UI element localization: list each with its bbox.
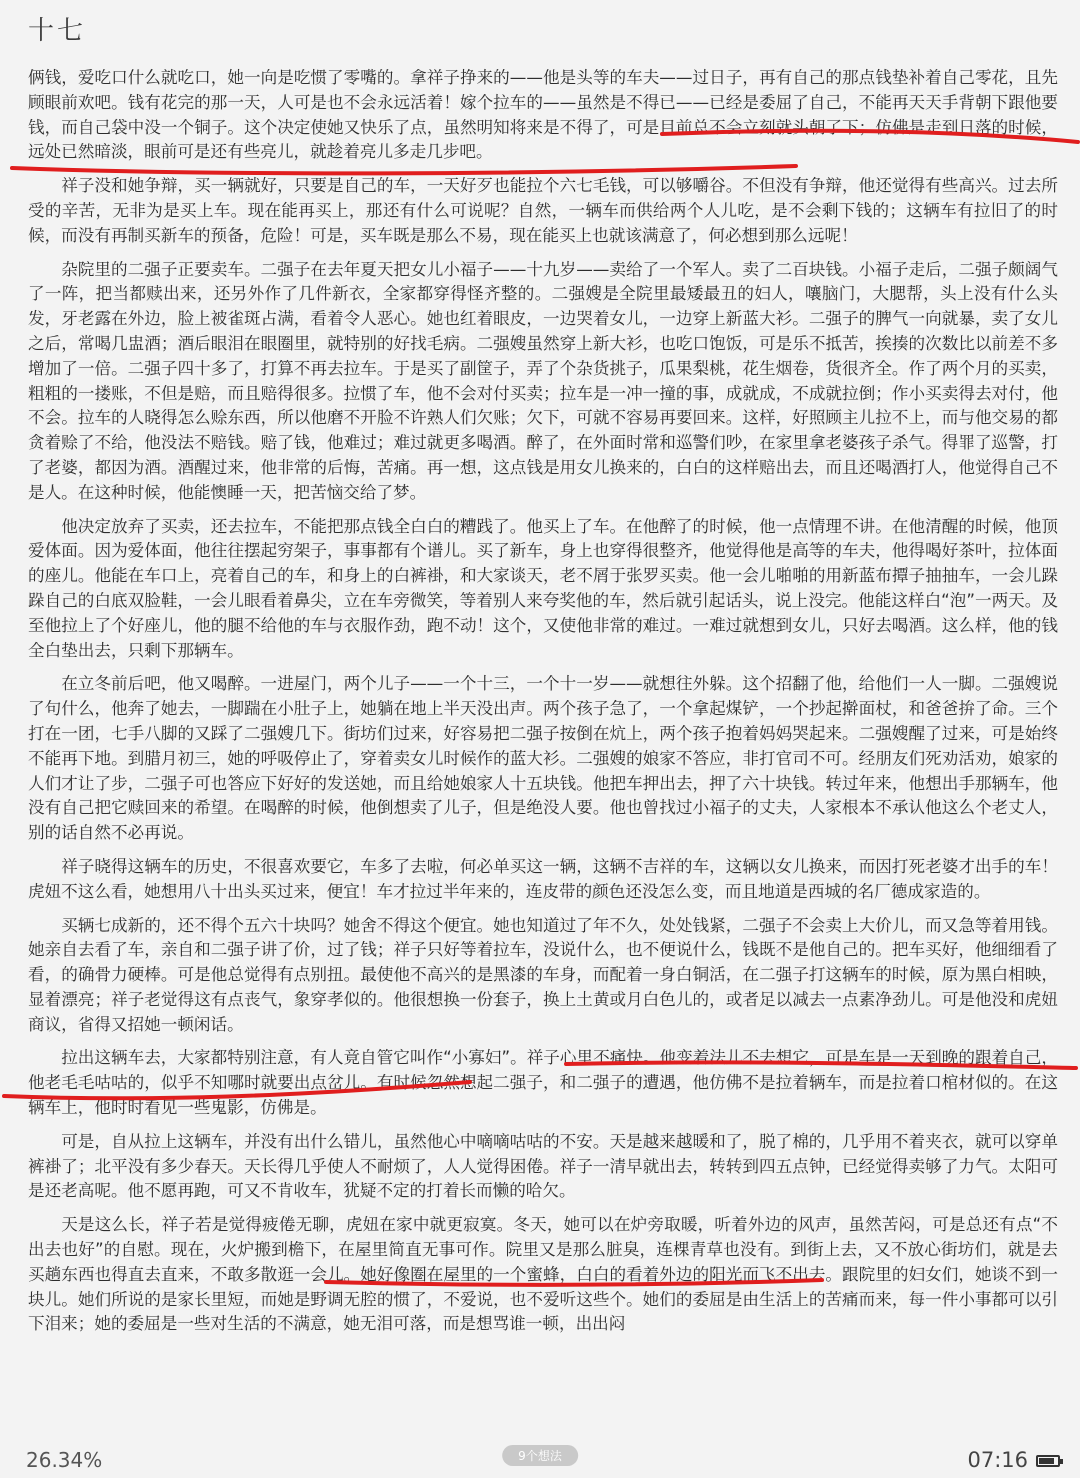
paragraph[interactable]: 买辆七成新的，还不得个五六十块吗？她舍不得这个便宜。她也知道过了年不久，处处钱紧，二强子不会卖上大价儿，而又急等着用钱。她亲自去看了车，亲自和二强子讲了价，过了钱；祥子只好等着拉车，没说什么，也不便说什么，钱既不是他自己的。把车买好，他细细看了看，的确骨力硬棒。可是他总觉得有点别扭。最使他不高兴的是黑漆的车身，而配着一身白铜活，在二强子打这辆车的时候，原为黑白相映，显着漂亮；祥子老觉得这有点丧气，象穿孝似的。他很想换一份套子，换上土黄或月白色儿的，或者足以减去一点素净劲儿。可是他没和虎妞商议，省得又招她一顿闲话。 — [28, 915, 1058, 1034]
paragraph[interactable]: 拉出这辆车去，大家都特别注意，有人竟自管它叫作“小寡妇”。祥子心里不痛快。他变着法儿不去想它，可是车是一天到晚的跟着自己，他老毛毛咕咕的，似乎不知哪时就要出点岔儿。有时候忽然想起二强子，和二强子的遭遇，他仿佛不是拉着辆车，而是拉着口棺材似的。在这辆车上，他时时看见一些鬼影，仿佛是。 — [28, 1048, 1058, 1118]
paragraph[interactable]: 天是这么长，祥子若是觉得疲倦无聊，虎妞在家中就更寂寞。冬天，她可以在炉旁取暖，听着外边的风声，虽然苦闷，可是总还有点“不出去也好”的自慰。现在，火炉搬到檐下，在屋里简直无事可作。院里又是那么脏臭，连棵青草也没有。到街上去，又不放心街坊们，就是去买趟东西也得直去直来，不敢多散逛一会儿。她好像圈在屋里的一个蜜蜂，白白的看着外边的阳光而飞不出去。跟院里的妇女们，她谈不到一块儿。她们所说的是家长里短，而她是野调无腔的惯了，不爱说，也不爱听这些个。她们的委屈是由生活上的苦痛而来，每一件小事都可以引下泪来；她的委屈是一些对生活的不满意，她无泪可落，而是想骂谁一顿，出出闷 — [28, 1215, 1058, 1334]
paragraph[interactable]: 祥子没和她争辩，买一辆就好，只要是自己的车，一天好歹也能拉个六七毛钱，可以够嚼谷。不但没有争辩，他还觉得有些高兴。过去所受的辛苦，无非为是买上车。现在能再买上，那还有什么可说呢？自然，一辆车而供给两个人儿吃，是不会剩下钱的；这辆车有拉旧了的时候，而没有再制买新车的预备，危险！可是，买车既是那么不易，现在能买上也就该满意了，何必想到那么远呢！ — [28, 176, 1058, 245]
paragraph[interactable]: 祥子晓得这辆车的历史，不很喜欢要它，车多了去啦，何必单买这一辆，这辆不吉祥的车，这辆以女儿换来，而因打死老婆才出手的车！虎妞不这么看，她想用八十出头买过来，便宜！车才拉过半年来的，连皮带的颜色还没怎么变，而且地道是西城的名厂德成家造的。 — [28, 856, 1058, 901]
paragraph[interactable]: 在立冬前后吧，他又喝醉。一进屋门，两个儿子——一个十三，一个十一岁——就想往外躲。这个招翻了他，给他们一人一脚。二强嫂说了句什么，他奔了她去，一脚踹在小肚子上，她躺在地上半天没出声。两个孩子急了，一个拿起煤铲，一个抄起擀面杖，和爸爸拚了命。三个打在一团，七手八脚的又踩了二强嫂几下。街坊们过来，好容易把二强子按倒在炕上，两个孩子抱着妈妈哭起来。二强嫂醒了过来，可是始终不能再下地。到腊月初三，她的呼吸停止了，穿着卖女儿时候作的蓝大衫。二强嫂的娘家不答应，非打官司不可。经朋友们死劝活劝，娘家的人们才让了步，二强子可也答应下好好的发送她，而且给她娘家人十五块钱。他把车押出去，押了六十块钱。转过年来，他想出手那辆车，他没有自己把它赎回来的希望。在喝醉的时候，他倒想卖了儿子，但是绝没人要。他也曾找过小福子的丈夫，人家根本不承认他这么个老丈人，别的话自然不必再说。 — [28, 674, 1058, 843]
chapter-title: 十七 — [28, 16, 87, 46]
paragraph[interactable]: 杂院里的二强子正要卖车。二强子在去年夏天把女儿小福子——十九岁——卖给了一个军人。卖了二百块钱。小福子走后，二强子颇阔气了一阵，把当都赎出来，还另外作了几件新衣，全家都穿得怪齐整的。二强嫂是全院里最矮最丑的妇人，嚷脑门，大腮帮，头上没有什么头发，牙老露在外边，脸上被雀斑占满，看着令人恶心。她也红着眼皮，一边哭着女儿，一边穿上新蓝大衫。二强子的脾气一向就暴，卖了女儿之后，常喝几盅酒；酒后眼泪在眼圈里，就特别的好找毛病。二强嫂虽然穿上新大衫，也吃口饱饭，可是乐不抵苦，挨揍的次数比以前差不多增加了一倍。二强子四十多了，打算不再去拉车。于是买了副筐子，弄了个杂货挑子，瓜果梨桃，花生烟卷，货很齐全。作了两个月的买卖，粗粗的一搂账，不但是赔，而且赔得很多。拉惯了车，他不会对付买卖；拉车是一冲一撞的事，成就成，不成就拉倒；作小买卖得去对付，他不会。拉车的人晓得怎么赊东西，所以他磨不开脸不许熟人们欠账；欠下，可就不容易再要回来。这样，好照顾主儿拉不上，而与他交易的都贪着赊了不给，他没法不赔钱。赔了钱，他难过；难过就更多喝酒。醉了，在外面时常和巡警们吵，在家里拿老婆孩子杀气。得罪了巡警，打了老婆，都因为酒。酒醒过来，他非常的后悔，苦痛。再一想，这点钱是用女儿换来的，白白的这样赔出去，而且还喝酒打人，他觉得自己不是人。在这种时候，他能懊睡一天，把苦恼交给了梦。 — [28, 259, 1058, 502]
battery-icon — [1036, 1455, 1060, 1467]
clock: 07:16 — [967, 1448, 1028, 1472]
battery-level — [1039, 1458, 1054, 1464]
ideas-button[interactable]: 9个想法 — [502, 1445, 578, 1466]
reading-progress: 26.34% — [26, 1448, 103, 1472]
page-content[interactable] — [28, 66, 1058, 1346]
paragraph[interactable]: 俩钱，爱吃口什么就吃口，她一向是吃惯了零嘴的。拿祥子挣来的——他是头等的车夫——过日子，再有自己的那点钱垫补着自己零花，且先顾眼前欢吧。钱有花完的那一天，人可是也不会永远活着！嫁个拉车的——虽然是不得已——已经是委屈了自己，不能再天天手背朝下跟他要钱，而自己袋中没一个铜子。这个决定使她又快乐了点，虽然明知将来是不得了，可是目前总不会立刻就头朝了下；仿佛是走到日落的时候，远处已然暗淡，眼前可是还有些亮儿，就趁着亮儿多走几步吧。 — [28, 68, 1058, 162]
paragraph[interactable]: 可是，自从拉上这辆车，并没有出什么错儿，虽然他心中嘀嘀咕咕的不安。天是越来越暖和了，脱了棉的，几乎用不着夹衣，就可以穿单裤褂了；北平没有多少春天。天长得几乎使人不耐烦了，人人觉得困倦。祥子一清早就出去，转转到四五点钟，已经觉得卖够了力气。太阳可是还老高呢。他不愿再跑，可又不肯收车，犹疑不定的打着长而懒的哈欠。 — [28, 1131, 1058, 1201]
status-bar — [0, 1442, 1080, 1478]
paragraph[interactable]: 他决定放弃了买卖，还去拉车，不能把那点钱全白白的糟践了。他买上了车。在他醉了的时候，他一点情理不讲。在他清醒的时候，他顶爱体面。因为爱体面，他往往摆起穷架子，事事都有个谱儿。买了新车，身上也穿得很整齐，他觉得他是高等的车夫，他得喝好茶叶，拉体面的座儿。他能在车口上，亮着自己的车，和身上的白裤褂，和大家谈天，老不屑于张罗买卖。他一会儿啪啪的用新蓝布撢子抽抽车，一会儿跺跺自己的白底双脸鞋，一会儿眼看着鼻尖，立在车旁微笑，等着别人来夸奖他的车，然后就引起话头，说上没完。他能这样白“泡”一两天。及至他拉上了个好座儿，他的腿不给他的车与衣服作劲，跑不动！这个，又使他非常的难过。一难过就想到女儿，只好去喝酒。这么样，他的钱全白垫出去，只剩下那辆车。 — [28, 516, 1058, 660]
